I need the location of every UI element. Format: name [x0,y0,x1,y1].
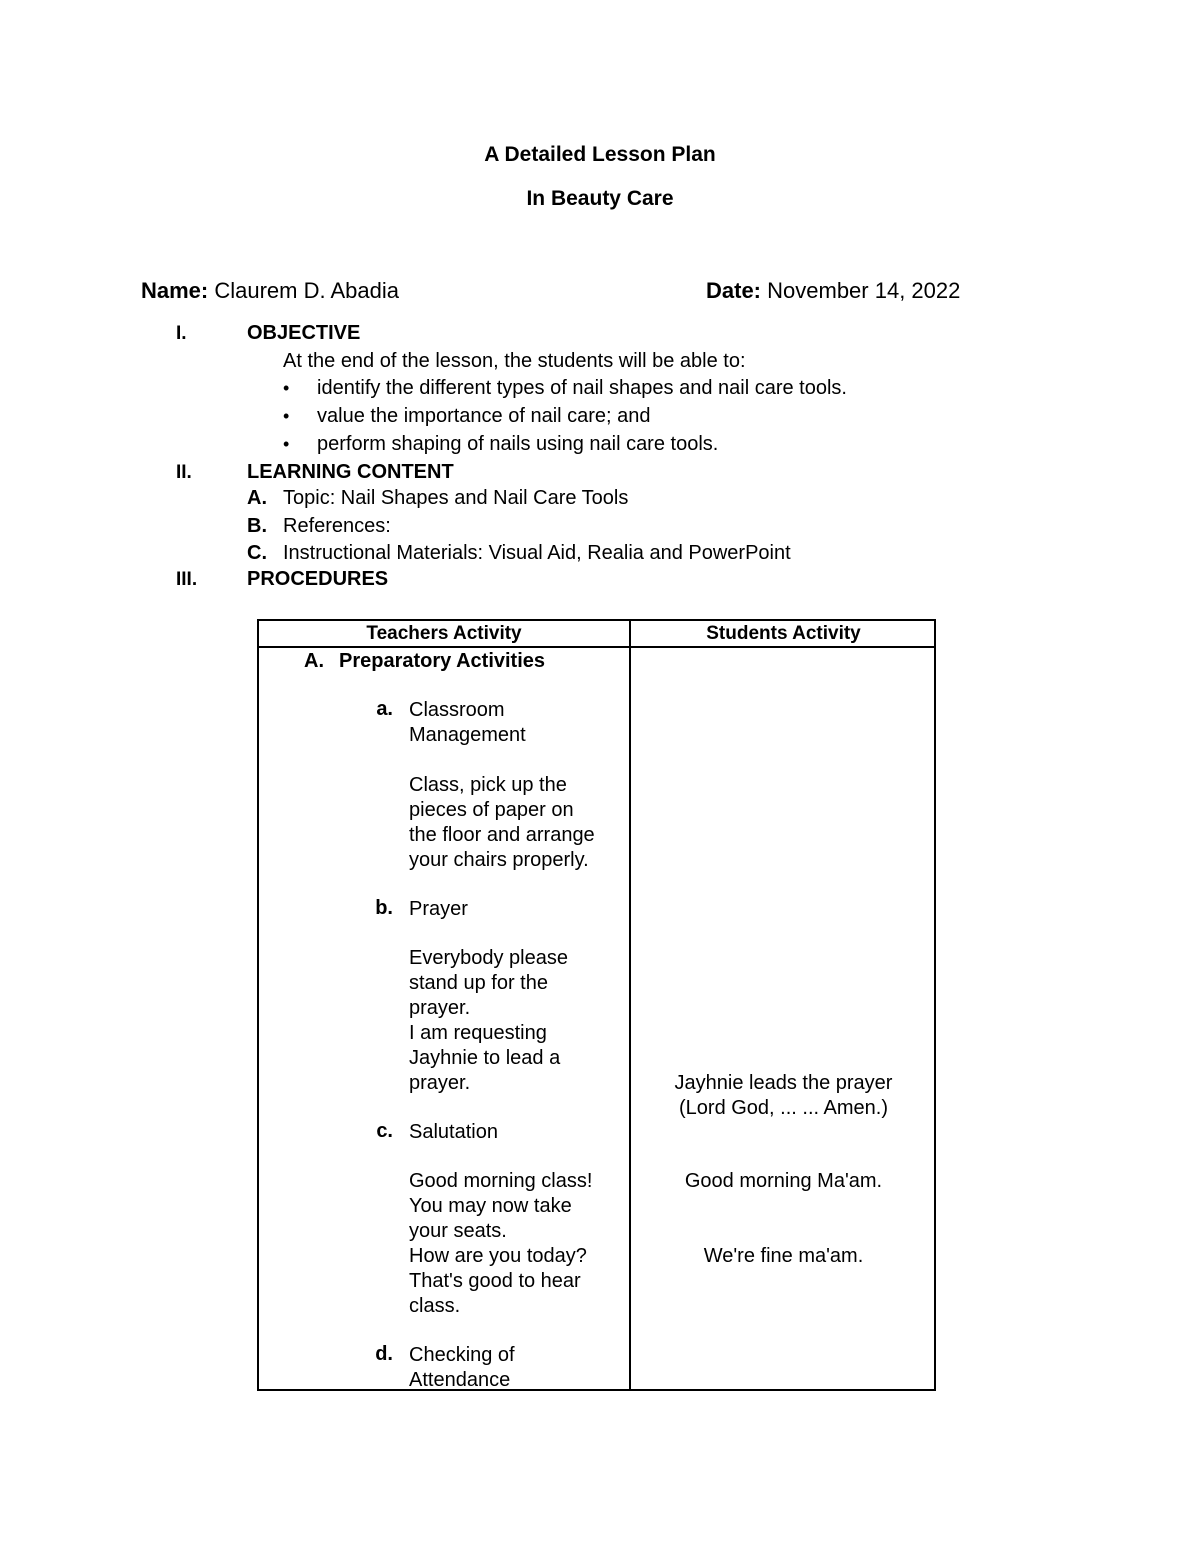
content-letter: A. [247,487,267,509]
content-letter: B. [247,515,267,537]
text-line: prayer. [409,1072,471,1094]
section-numeral-objective: I. [176,323,187,344]
student-response-prayer [631,1071,936,1121]
text-line: Class, pick up the [409,774,567,796]
text-line: the floor and arrange [409,824,595,846]
salutation-title: Salutation [409,1121,498,1143]
text-line: That's good to hear [409,1270,581,1292]
text-line: Jayhnie to lead a [409,1047,561,1069]
text-line: your chairs properly. [409,849,589,871]
prayer-title: Prayer [409,898,468,920]
procedures-table [257,619,936,1391]
name-label: Name: [141,278,209,303]
bullet-icon: • [283,378,290,398]
title-line: Checking of [409,1344,515,1366]
text-line: pieces of paper on [409,799,574,821]
text-line: Jayhnie leads the prayer [674,1072,893,1094]
text-line: Good morning class! [409,1170,593,1192]
content-item: References: [283,515,391,537]
content-item: Topic: Nail Shapes and Nail Care Tools [283,487,629,509]
classroom-management-title [409,698,526,748]
section-numeral-content: II. [176,462,192,483]
objective-item: identify the different types of nail shapes and nail care tools. [317,377,847,399]
header-divider [259,646,934,648]
title-line: Management [409,724,526,746]
attendance-title [409,1343,515,1393]
objective-item: perform shaping of nails using nail care tools. [317,433,719,455]
item-letter-d: d. [375,1343,393,1365]
date-line [706,278,960,304]
teachers-activity-header: Teachers Activity [366,623,522,644]
text-line: prayer. [409,997,471,1019]
bullet-icon: • [283,406,290,426]
classroom-management-text [409,773,595,873]
item-letter-b: b. [375,897,393,919]
preparatory-title: Preparatory Activities [339,650,546,672]
item-letter-c: c. [376,1120,393,1142]
salutation-text [409,1169,592,1319]
date-value: November 14, 2022 [761,278,961,303]
title-line: Classroom [409,699,505,721]
content-item: Instructional Materials: Visual Aid, Realia and PowerPoint [283,542,791,564]
document-subtitle: In Beauty Care [526,187,674,210]
prayer-text [409,946,568,1096]
column-divider [629,621,631,1389]
section-heading-procedures: PROCEDURES [247,568,389,590]
section-heading-content: LEARNING CONTENT [247,461,454,483]
text-line: Everybody please [409,947,568,969]
preparatory-letter: A. [304,650,324,672]
name-line [141,278,399,304]
name-value: Claurem D. Abadia [208,278,400,303]
text-line: How are you today? [409,1245,587,1267]
text-line: I am requesting [409,1022,547,1044]
section-numeral-procedures: III. [176,569,198,590]
bullet-icon: • [283,434,290,454]
text-line: (Lord God, ... ... Amen.) [679,1097,888,1119]
section-heading-objective: OBJECTIVE [247,322,361,344]
content-letter: C. [247,542,267,564]
student-response-greeting: Good morning Ma'am. [684,1170,883,1192]
text-line: your seats. [409,1220,507,1242]
text-line: class. [409,1295,461,1317]
item-letter-a: a. [376,698,393,720]
objective-item: value the importance of nail care; and [317,405,651,427]
date-label: Date: [706,278,762,303]
objective-intro: At the end of the lesson, the students will be able to: [283,350,746,372]
text-line: stand up for the [409,972,548,994]
document-title: A Detailed Lesson Plan [484,143,716,166]
title-line: Attendance [409,1369,511,1391]
text-line: You may now take [409,1195,572,1217]
students-activity-header: Students Activity [706,623,861,644]
student-response-fine: We're fine ma'am. [703,1245,864,1267]
